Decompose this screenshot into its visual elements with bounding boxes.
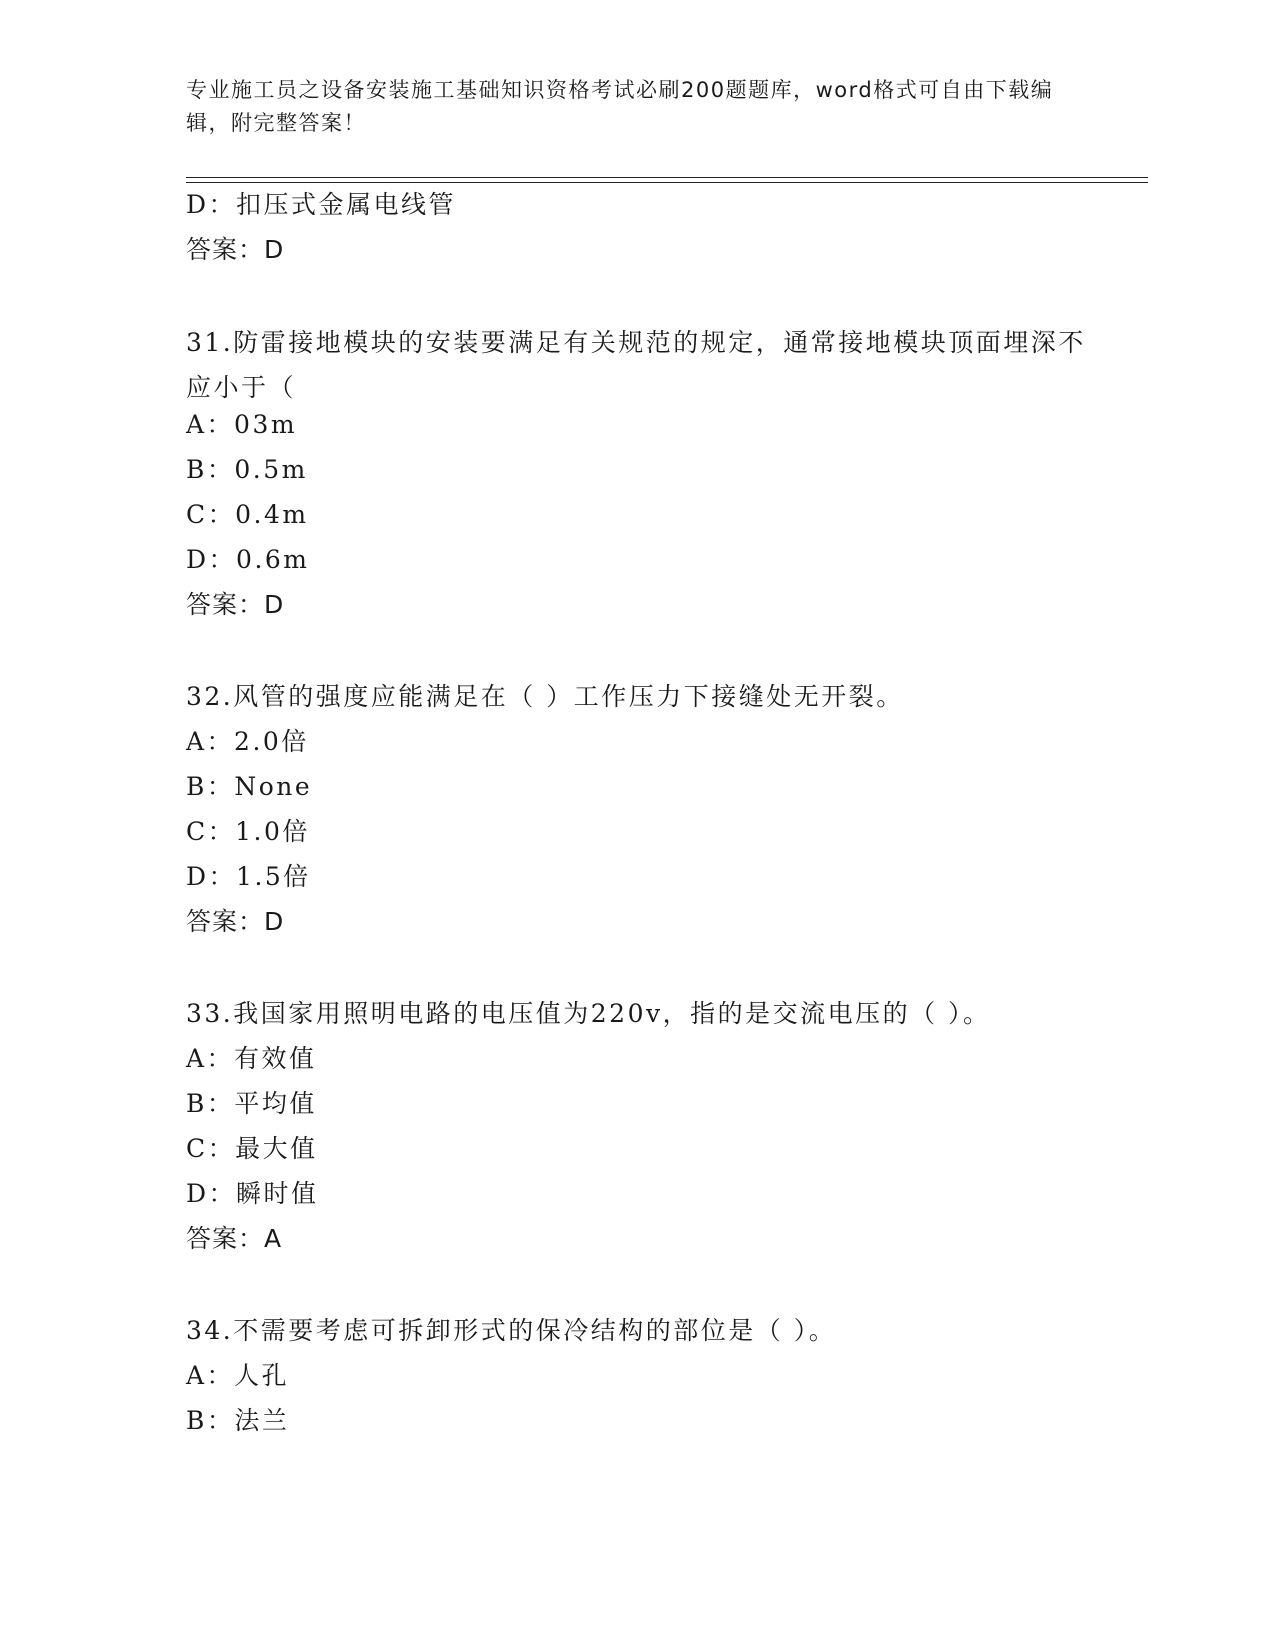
question-text: 34.不需要考虑可拆卸形式的保冷结构的部位是（ ）。: [186, 1316, 837, 1345]
option-d: D：瞬时值: [186, 1179, 319, 1208]
option-c: C：0.4m: [186, 500, 309, 529]
answer-line: 答案：D: [186, 590, 285, 619]
option-d: D：1.5倍: [186, 862, 311, 891]
header-divider-top: [186, 177, 1148, 178]
header-divider-bottom: [186, 182, 1148, 183]
option-a: A：有效值: [186, 1044, 317, 1073]
question-block-34: [186, 1316, 1086, 1436]
option-c: C：最大值: [186, 1134, 318, 1163]
answer-line: 答案：A: [186, 1224, 283, 1253]
document-header: 专业施工员之设备安装施工基础知识资格考试必刷200题题库，word格式可自由下载编辑，附完整答案！: [186, 78, 1054, 135]
question-block-31: [186, 320, 1086, 620]
question-block-32: [186, 682, 1086, 937]
option-a: A：人孔: [186, 1361, 290, 1390]
answer-line: 答案：D: [186, 235, 285, 264]
answer-line: 答案：D: [186, 907, 285, 936]
option-d: D：0.6m: [186, 545, 310, 574]
option-b: B：平均值: [186, 1089, 317, 1118]
option-a: A：2.0倍: [186, 727, 309, 756]
question-block-33: [186, 999, 1086, 1254]
option-b: B：法兰: [186, 1406, 290, 1435]
option-b: B：None: [186, 772, 313, 801]
option-b: B：0.5m: [186, 455, 308, 484]
question-block-30: [186, 190, 1086, 265]
option-a: A：03m: [186, 410, 298, 439]
option-d: D：扣压式金属电线管: [186, 190, 457, 219]
question-text: 31.防雷接地模块的安装要满足有关规范的规定，通常接地模块顶面埋深不应小于（: [186, 328, 1086, 402]
question-list: [186, 190, 1086, 1451]
option-c: C：1.0倍: [186, 817, 310, 846]
question-text: 32.风管的强度应能满足在（ ）工作压力下接缝处无开裂。: [186, 682, 904, 711]
question-text: 33.我国家用照明电路的电压值为220v，指的是交流电压的（ ）。: [186, 999, 991, 1028]
